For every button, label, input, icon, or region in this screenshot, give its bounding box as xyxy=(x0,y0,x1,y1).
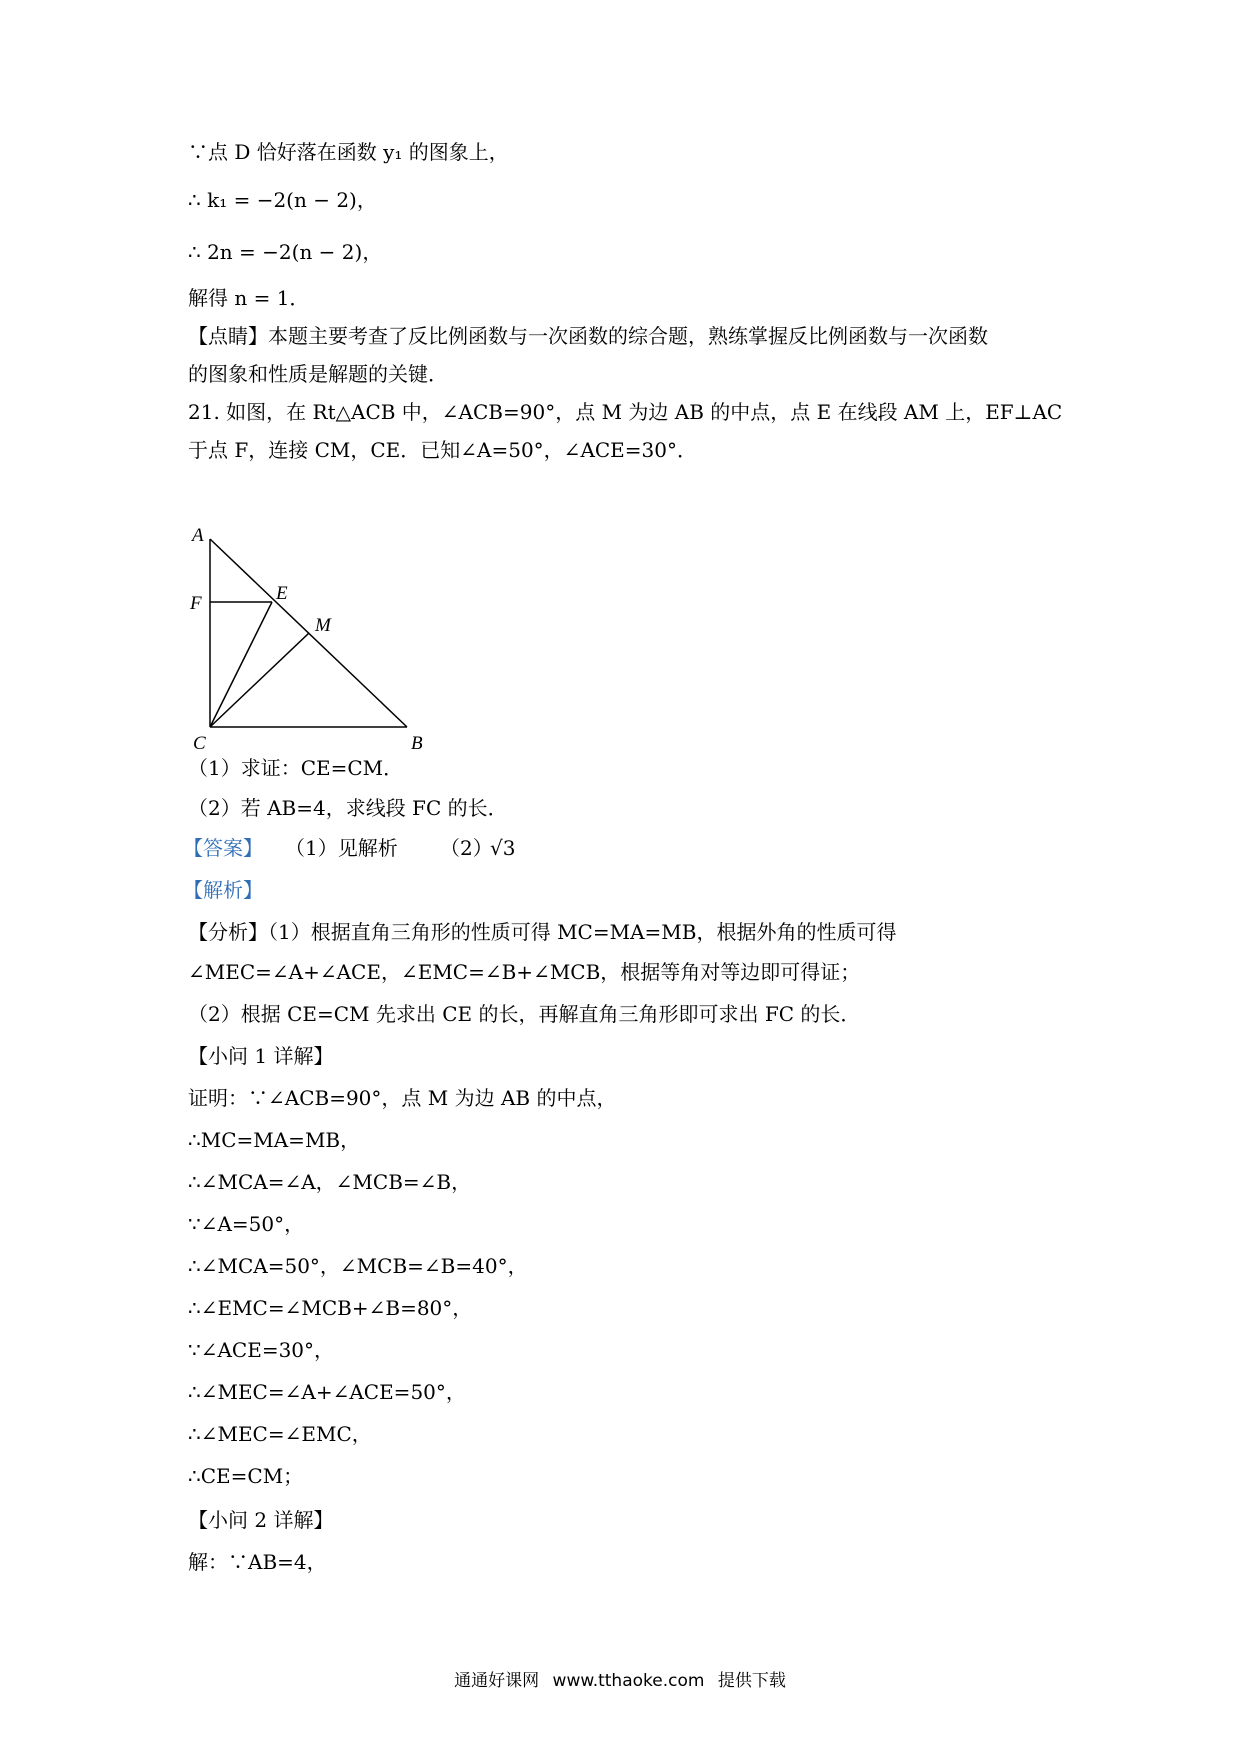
sub1-title: 【小问 1 详解】 xyxy=(188,1044,334,1068)
segment-CM xyxy=(210,633,309,727)
text-line: 解得 n = 1． xyxy=(188,286,310,310)
geometry-figure xyxy=(185,527,445,752)
comment-line: 【点睛】本题主要考查了反比例函数与一次函数的综合题，熟练掌握反比例函数与一次函数 xyxy=(188,324,988,348)
segment-CE xyxy=(210,602,272,727)
footer-url[interactable]: www.tthaoke.com xyxy=(552,1671,705,1691)
proof-line: ∴MC=MA=MB， xyxy=(188,1128,361,1152)
problem-statement: 于点 F，连接 CM，CE．已知∠A=50°，∠ACE=30°． xyxy=(188,438,697,462)
analysis-line: ∠MEC=∠A+∠ACE，∠EMC=∠B+∠MCB，根据等角对等边即可得证； xyxy=(188,960,861,984)
proof-line: ∵∠A=50°， xyxy=(188,1212,305,1236)
answer-tag: 【答案】 xyxy=(183,836,263,860)
proof-line: ∴∠MEC=∠A+∠ACE=50°， xyxy=(188,1380,466,1404)
proof-line: ∴CE=CM； xyxy=(188,1464,304,1488)
footer-site-name: 通通好课网 xyxy=(454,1671,540,1691)
answer-part2-prefix: （2） xyxy=(440,836,493,860)
label-B: B xyxy=(411,733,423,752)
proof-line: ∴∠MCA=50°，∠MCB=∠B=40°， xyxy=(188,1254,528,1278)
page-footer xyxy=(0,1666,1240,1691)
text-line: ∴ k₁ = −2(n − 2)， xyxy=(188,188,377,212)
footer-suffix: 提供下载 xyxy=(717,1671,786,1691)
question-2: （2）若 AB=4，求线段 FC 的长． xyxy=(188,796,508,820)
proof-line: ∴∠EMC=∠MCB+∠B=80°， xyxy=(188,1296,473,1320)
answer-part1: （1）见解析 xyxy=(285,836,398,860)
analysis-line: 【分析】（1）根据直角三角形的性质可得 MC=MA=MB，根据外角的性质可得 xyxy=(188,920,897,944)
answer-part2-value: √3 xyxy=(490,836,516,860)
proof-line: ∴∠MEC=∠EMC， xyxy=(188,1422,372,1446)
comment-line: 的图象和性质是解题的关键． xyxy=(188,362,448,386)
proof-line: ∵∠ACE=30°， xyxy=(188,1338,335,1362)
text-line: ∴ 2n = −2(n − 2)， xyxy=(188,240,383,264)
label-A: A xyxy=(192,527,204,546)
question-1: （1）求证：CE=CM． xyxy=(188,756,404,780)
label-F: F xyxy=(190,593,202,614)
analysis-line: （2）根据 CE=CM 先求出 CE 的长，再解直角三角形即可求出 FC 的长． xyxy=(188,1002,861,1026)
proof-line: 证明：∵∠ACB=90°，点 M 为边 AB 的中点， xyxy=(188,1086,617,1110)
label-M: M xyxy=(315,615,331,636)
sub2-title: 【小问 2 详解】 xyxy=(188,1508,334,1532)
label-C: C xyxy=(193,733,206,752)
solution-line: 解：∵AB=4， xyxy=(188,1550,327,1574)
proof-line: ∴∠MCA=∠A，∠MCB=∠B， xyxy=(188,1170,472,1194)
text-line: ∵点 D 恰好落在函数 y₁ 的图象上， xyxy=(188,140,509,164)
problem-statement: 21. 如图，在 Rt△ACB 中，∠ACB=90°，点 M 为边 AB 的中点，点 E 在线段 AM 上，EF⊥AC xyxy=(188,400,1063,424)
analysis-tag: 【解析】 xyxy=(183,878,263,902)
label-E: E xyxy=(276,583,288,604)
